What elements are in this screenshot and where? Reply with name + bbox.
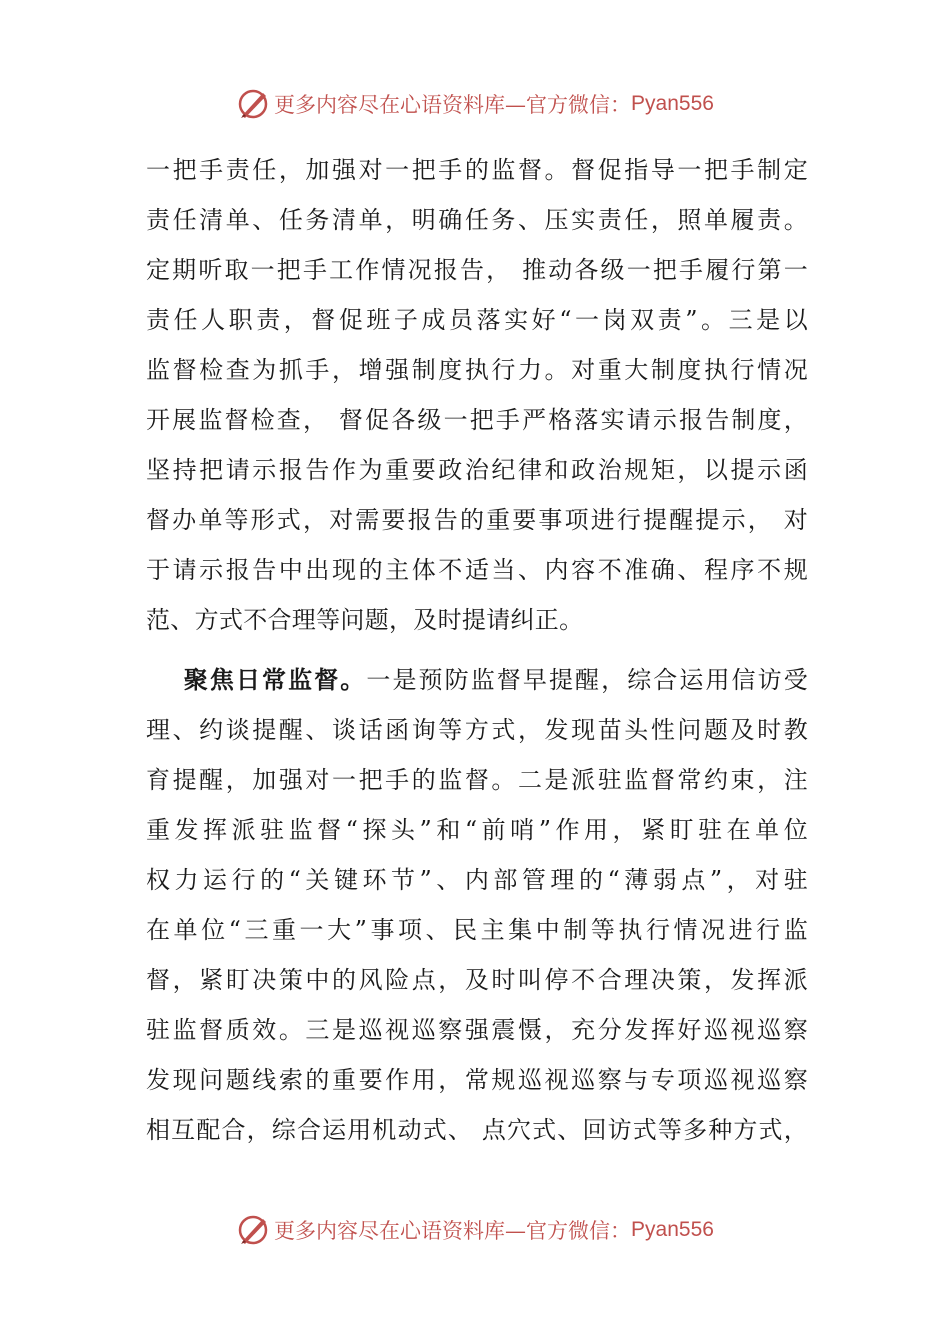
text-line: 督办单等形式，对需要报告的重要事项进行提醒提示， 对 xyxy=(146,506,808,534)
text-line: 理、约谈提醒、谈话函询等方式，发现苗头性问题及时教 xyxy=(146,716,808,744)
text-line: 定期听取一把手工作情况报告， 推动各级一把手履行第一 xyxy=(146,256,808,284)
watermark-text: 更多内容尽在心语资料库—官方微信： xyxy=(274,93,632,117)
text-line: 坚持把请示报告作为重要政治纪律和政治规矩，以提示函 xyxy=(146,456,808,484)
text-line: 重发挥派驻监督“探头”和“前哨”作用，紧盯驻在单位 xyxy=(146,816,808,844)
body-text xyxy=(146,145,808,1155)
paragraph-heading: 聚焦日常监督。 xyxy=(182,666,367,694)
text-line: 责任清单、任务清单，明确任务、压实责任，照单履责。 xyxy=(146,206,808,234)
watermark-footer xyxy=(0,1210,950,1250)
text-line: 一把手责任，加强对一把手的监督。督促指导一把手制定 xyxy=(146,156,808,184)
text-line: 发现问题线索的重要作用，常规巡视巡察与专项巡视巡察 xyxy=(146,1066,808,1094)
watermark-wechat-id: Pyan556 xyxy=(631,1218,714,1241)
text-line: 监督检查为抓手，增强制度执行力。对重大制度执行情况 xyxy=(146,356,808,384)
text-line: 责任人职责，督促班子成员落实好“一岗双责”。三是以 xyxy=(146,306,808,334)
pen-logo-icon xyxy=(236,87,270,121)
text-line: 在单位“三重一大”事项、民主集中制等执行情况进行监 xyxy=(146,916,808,944)
text-run: 一是预防监督早提醒，综合运用信访受 xyxy=(366,666,808,694)
watermark-header xyxy=(0,84,950,124)
text-line: 育提醒，加强对一把手的监督。二是派驻监督常约束，注 xyxy=(146,766,808,794)
text-line: 开展监督检查， 督促各级一把手严格落实请示报告制度， xyxy=(146,406,808,434)
pen-logo-icon xyxy=(236,1213,270,1247)
text-line: 驻监督质效。三是巡视巡察强震慑，充分发挥好巡视巡察 xyxy=(146,1016,808,1044)
watermark-wechat-id: Pyan556 xyxy=(631,92,714,115)
text-line: 权力运行的“关键环节”、内部管理的“薄弱点”，对驻 xyxy=(146,866,808,894)
text-line: 相互配合，综合运用机动式、 点穴式、回访式等多种方式， xyxy=(146,1116,808,1144)
paragraph-first-line xyxy=(146,655,808,705)
text-line: 督，紧盯决策中的风险点，及时叫停不合理决策，发挥派 xyxy=(146,966,808,994)
watermark-text: 更多内容尽在心语资料库—官方微信： xyxy=(274,1219,632,1243)
text-line: 于请示报告中出现的主体不适当、内容不准确、程序不规 xyxy=(146,556,808,584)
text-line: 范、方式不合理等问题，及时提请纠正。 xyxy=(146,606,584,634)
